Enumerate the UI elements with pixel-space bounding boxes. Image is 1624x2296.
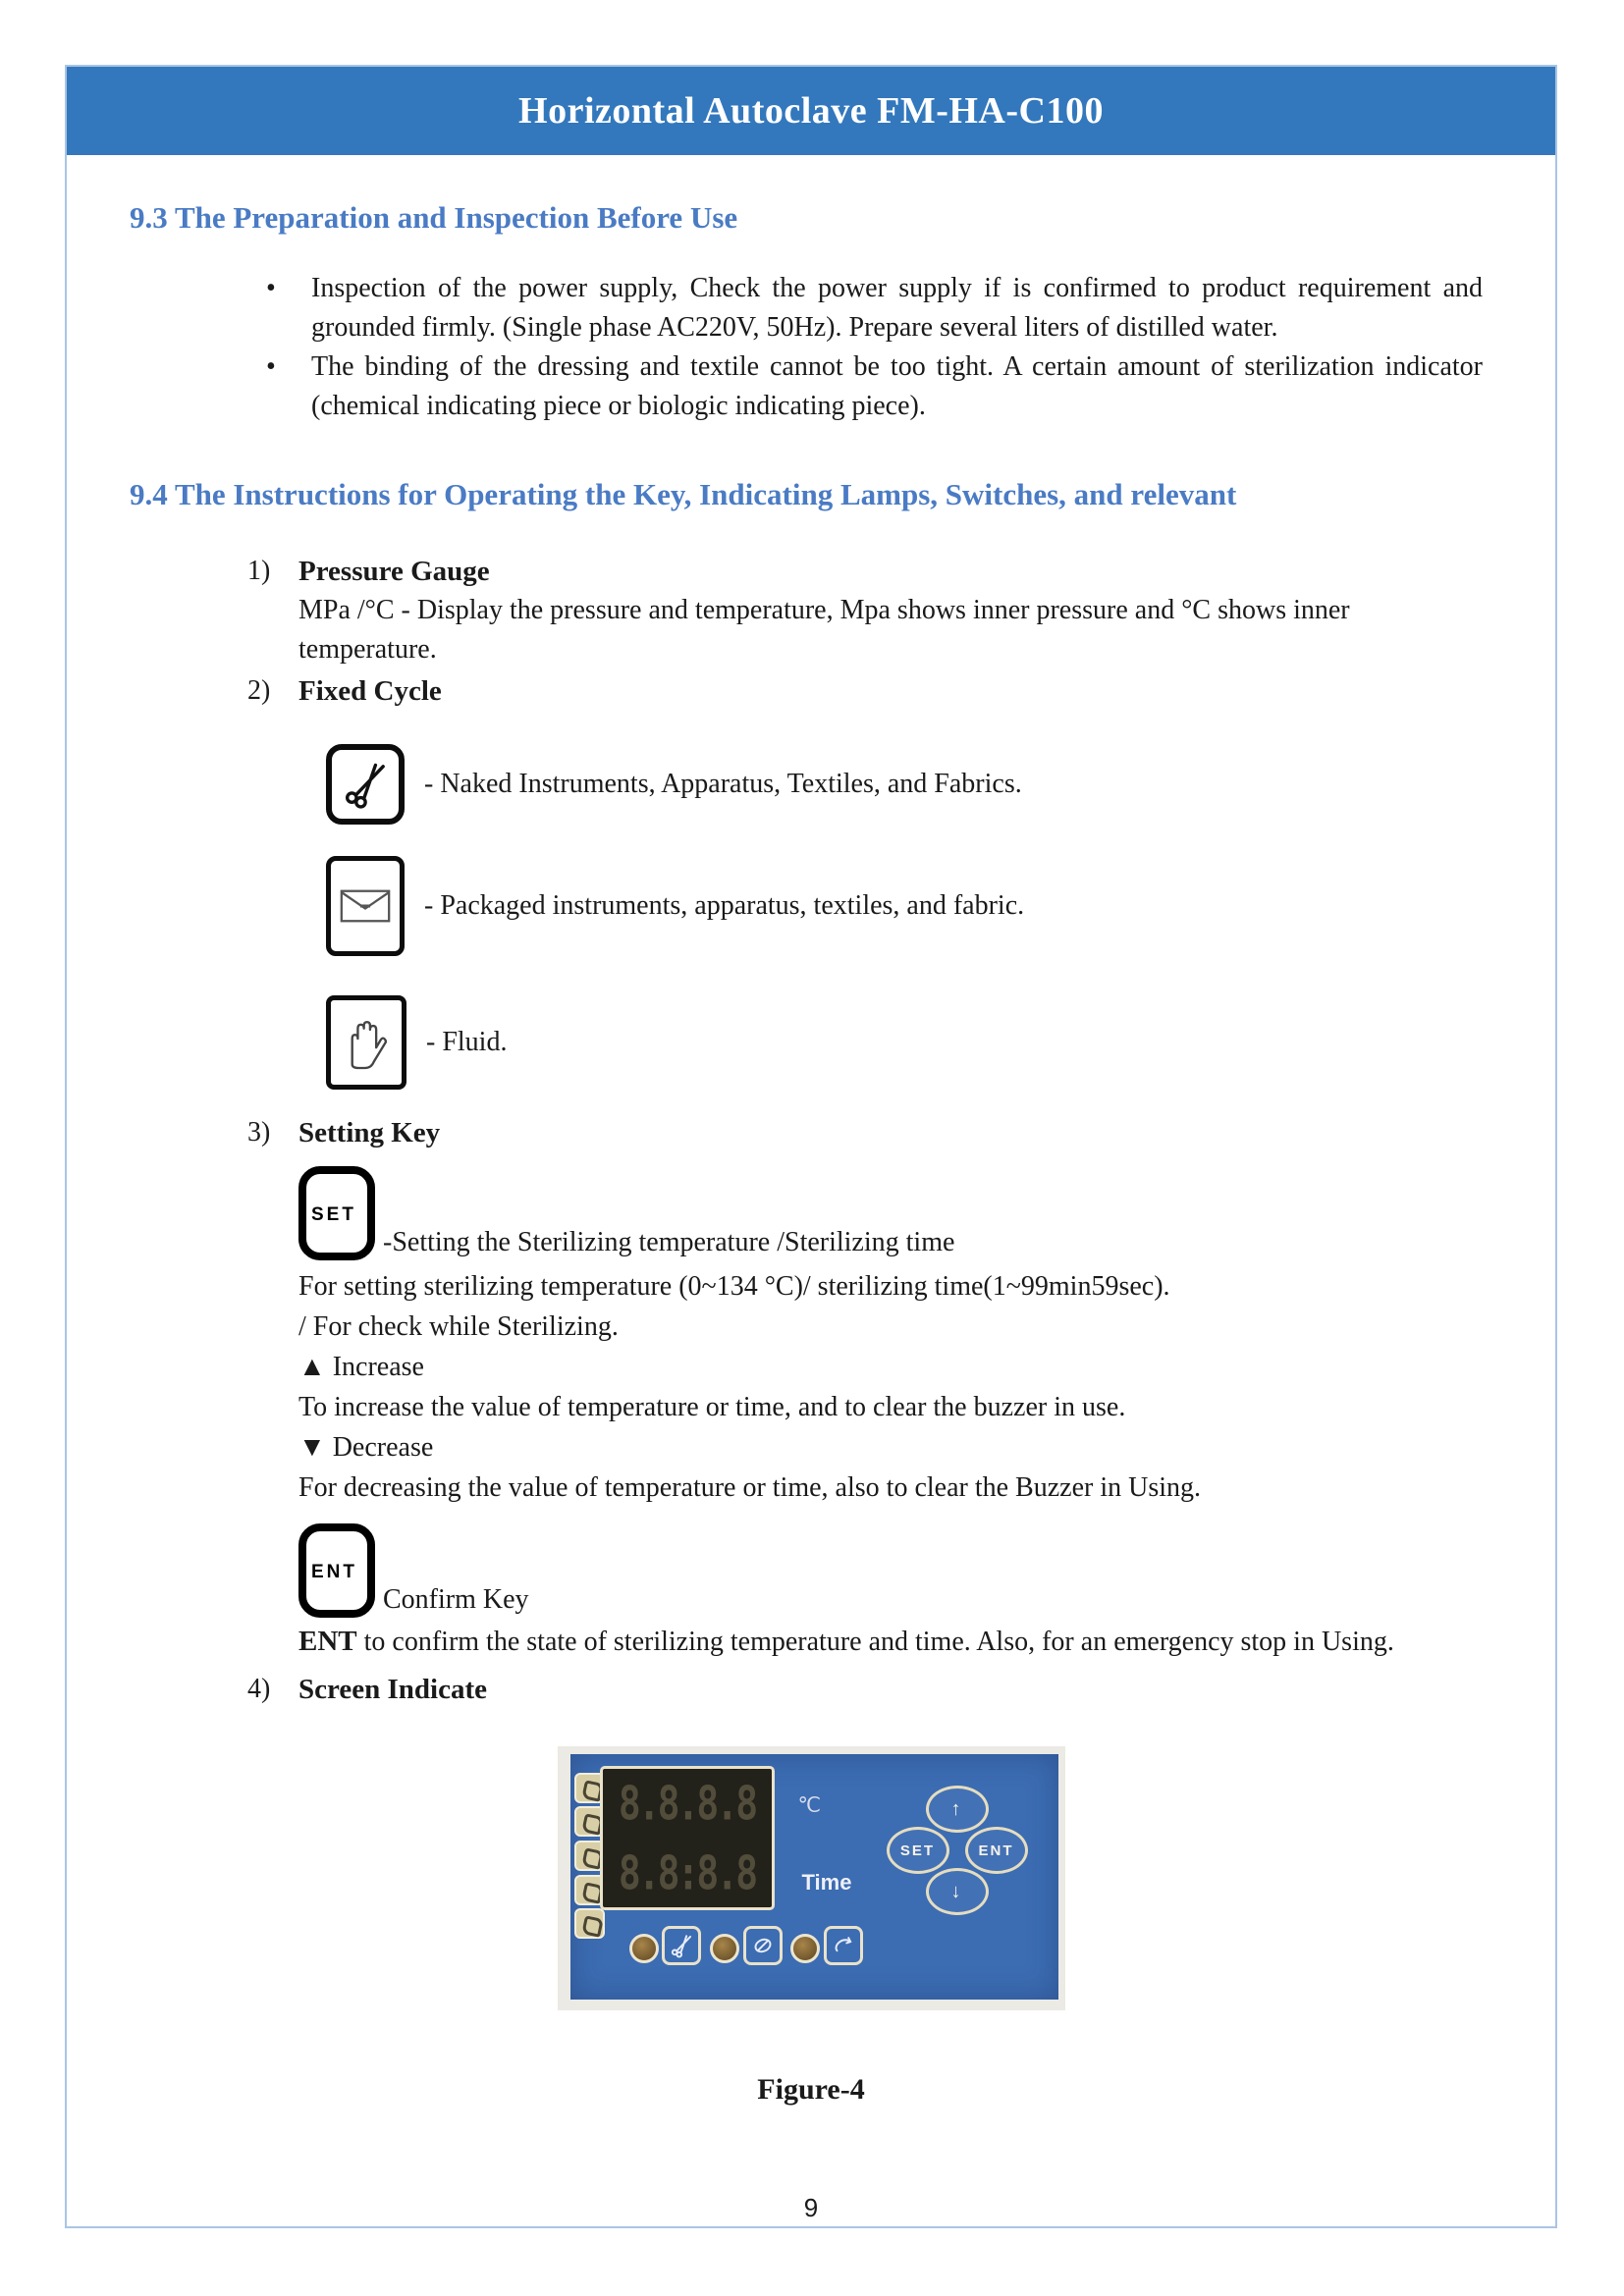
ent-key-row — [298, 1523, 1492, 1618]
down-arrow-icon: ↓ — [950, 1880, 963, 1902]
celsius-label: ℃ — [797, 1794, 822, 1817]
detail-line-decrease: ▼ Decrease — [298, 1432, 434, 1463]
item-title: Fixed Cycle — [298, 675, 442, 707]
ent-key-icon — [298, 1523, 375, 1618]
setting-key-details — [298, 1266, 1483, 1508]
cycle-row-packaged — [326, 856, 1492, 956]
preparation-bullet-list — [130, 269, 1483, 426]
cycle-label: - Packaged instruments, apparatus, textiles, and fabric. — [424, 890, 1025, 921]
list-number: 2) — [247, 675, 271, 706]
envelope-icon — [326, 856, 405, 956]
scissors-icon — [326, 744, 405, 825]
cycle-row-naked — [326, 744, 1492, 825]
section-9-4-heading: 9.4 The Instructions for Operating the Key, Indicating Lamps, Switches, and relevant — [130, 477, 1237, 511]
list-item-screen-indicate — [247, 1670, 1483, 1709]
set-key-description: -Setting the Sterilizing temperature /Sterilizing time — [383, 1227, 955, 1257]
detail-line: For setting sterilizing temperature (0~134 °C)/ sterilizing time(1~99min59sec). — [298, 1271, 1170, 1302]
item-title: Pressure Gauge — [298, 556, 490, 587]
manual-page — [65, 65, 1557, 2228]
detail-line: / For check while Sterilizing. — [298, 1311, 619, 1342]
document-header-bar — [67, 67, 1555, 155]
panel-side-button — [574, 1908, 605, 1939]
page-number: 9 — [803, 2193, 819, 2222]
detail-line: To increase the value of temperature or time, and to clear the buzzer in use. — [298, 1392, 1126, 1422]
list-number: 3) — [247, 1117, 271, 1148]
list-item-pressure-gauge — [247, 552, 1483, 669]
item-title: Setting Key — [298, 1117, 441, 1148]
panel-set-button: SET — [887, 1827, 949, 1874]
ent-description: ENT to confirm the state of sterilizing temperature and time. Also, for an emergency stop in Using. — [298, 1626, 1394, 1657]
temperature-digits: 8.8.8.8 — [618, 1776, 756, 1831]
cycle-row-fluid — [326, 995, 1492, 1090]
naked-cycle-led — [629, 1934, 659, 1963]
set-key-icon — [298, 1166, 375, 1260]
detail-line: For decreasing the value of temperature or time, also to clear the Buzzer in Using. — [298, 1472, 1201, 1503]
cycle-label: - Fluid. — [426, 1027, 508, 1057]
set-key-row — [298, 1166, 1492, 1260]
section-9-3-heading: 9.3 The Preparation and Inspection Before Use — [130, 200, 738, 235]
hand-icon — [326, 995, 406, 1090]
panel-up-button — [926, 1786, 989, 1833]
figure-caption: Figure-4 — [757, 2073, 865, 2106]
panel-scissors-icon — [662, 1926, 701, 1965]
list-number: 4) — [247, 1674, 271, 1704]
document-title: Horizontal Autoclave FM-HA-C100 — [518, 90, 1104, 132]
bullet-item: • The binding of the dressing and textile cannot be too tight. A certain amount of sterilization indicator (chemical indicating piece or biologic indicating piece). — [311, 347, 1483, 426]
list-item-setting-key — [247, 1113, 1483, 1152]
set-key-label: SET — [311, 1203, 356, 1225]
control-panel — [570, 1754, 1058, 2000]
list-item-fixed-cycle — [247, 671, 1483, 711]
time-label: Time — [801, 1870, 852, 1895]
panel-ent-button: ENT — [965, 1827, 1028, 1874]
panel-down-button — [926, 1868, 989, 1915]
ent-key-label: ENT — [311, 1561, 357, 1582]
fluid-cycle-led — [790, 1934, 820, 1963]
panel-fluid-icon — [824, 1926, 863, 1965]
cycle-label: - Naked Instruments, Apparatus, Textiles, and Fabrics. — [424, 769, 1022, 799]
control-panel-figure — [558, 1746, 1065, 2010]
up-arrow-icon: ↑ — [950, 1797, 963, 1820]
confirm-key-label: Confirm Key — [383, 1584, 529, 1615]
list-number: 1) — [247, 556, 271, 586]
detail-line-increase: ▲ Increase — [298, 1352, 424, 1382]
bullet-item: • Inspection of the power supply, Check the power supply if is confirmed to product requirement and grounded firmly. (Single phase AC220V, 50Hz). Prepare several liters of distilled water. — [311, 269, 1483, 347]
packaged-cycle-led — [710, 1934, 739, 1963]
panel-packaged-icon — [743, 1926, 783, 1965]
item-body: MPa /°C - Display the pressure and temperature, Mpa shows inner pressure and °C shows inner temperature. — [298, 595, 1350, 665]
ent-bold: ENT — [298, 1626, 357, 1657]
time-digits: 8.8:8.8 — [618, 1845, 756, 1900]
item-title: Screen Indicate — [298, 1674, 487, 1705]
seven-segment-display — [600, 1766, 775, 1910]
page-content — [67, 200, 1555, 2223]
